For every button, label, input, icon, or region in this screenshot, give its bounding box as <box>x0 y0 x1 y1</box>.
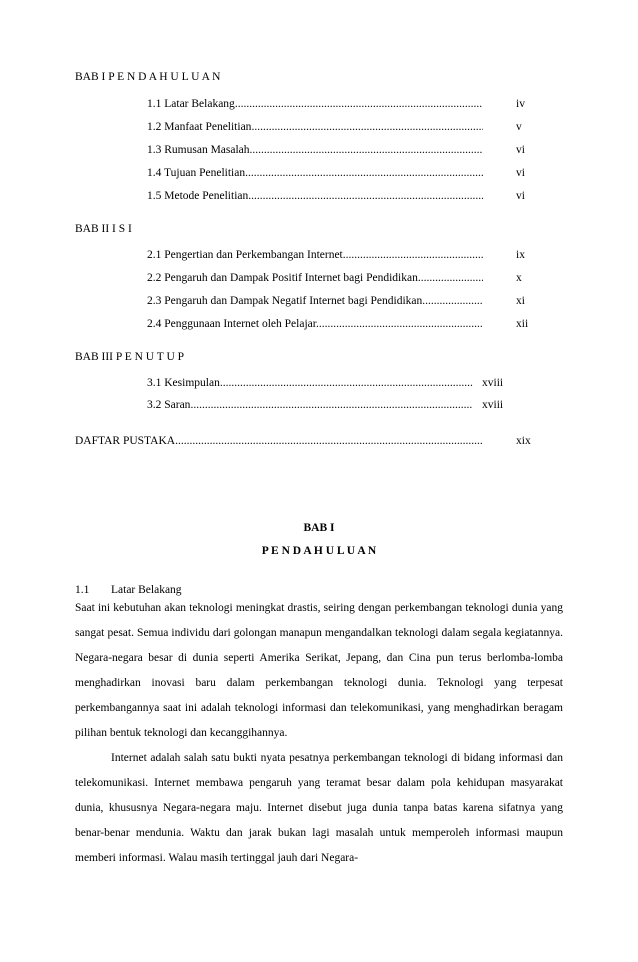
toc-entry-label: 1.3 Rumusan Masalah <box>147 144 250 156</box>
toc-chapter-3-heading: BAB III P E N U T U P <box>75 351 185 363</box>
toc-entry-2-2[interactable] <box>147 271 483 285</box>
chapter-number: BAB I <box>303 522 335 534</box>
toc-entry-label: 1.2 Manfaat Penelitian <box>147 121 252 133</box>
toc-entry-label: 2.2 Pengaruh dan Dampak Positif Internet bagi Pendidikan <box>147 272 418 284</box>
toc-page-number: xviii <box>482 399 504 411</box>
toc-chapter-1-heading: BAB I P E N D A H U L U A N <box>75 71 221 83</box>
section-body <box>75 596 563 871</box>
toc-page-number: xviii <box>482 377 504 389</box>
toc-page-number: vi <box>516 144 525 156</box>
toc-entry-label: 1.4 Tujuan Penelitian <box>147 167 246 179</box>
toc-entry-3-1[interactable] <box>147 376 473 390</box>
toc-page-number: xi <box>516 295 525 307</box>
section-number: 1.1 <box>75 584 90 596</box>
toc-entry-label: 2.1 Pengertian dan Perkembangan Internet <box>147 249 343 261</box>
toc-page-number: x <box>516 272 522 284</box>
toc-entry-bibliography[interactable] <box>75 434 483 448</box>
toc-entry-label: 1.1 Latar Belakang <box>147 98 235 110</box>
toc-entry-label: DAFTAR PUSTAKA <box>75 435 176 447</box>
toc-entry-label: 3.2 Saran <box>147 399 191 411</box>
toc-entry-1-4[interactable] <box>147 166 483 180</box>
toc-entry-label: 2.4 Penggunaan Internet oleh Pelajar <box>147 318 316 330</box>
paragraph-1: Saat ini kebutuhan akan teknologi meningkat drastis, seiring dengan perkembangan teknologi dunia yang sangat pesat. Semua individu dari golongan manapun mengandalkan teknologi dalam segala kegiatannya. Negara-negara besar di dunia seperti Amerika Serikat, Jepang, dan Cina pun terus berlomba-lomba menghadirkan inovasi baru dalam perkembangan teknologi dunia. Teknologi yang terpesat perkembangannya saat ini adalah teknologi informasi dan telekomunikasi, yang menghadirkan beragam pilihan bentuk teknologi dan kecanggihannya. <box>75 602 563 739</box>
toc-page-number: v <box>516 121 522 133</box>
toc-entry-1-3[interactable] <box>147 143 483 157</box>
paragraph-2: Internet adalah salah satu bukti nyata pesatnya perkembangan teknologi di bidang informasi dan telekomunikasi. Internet membawa pengaruh yang teramat besar dalam pola kehidupan masyarakat dunia, khususnya Negara-negara maju. Internet disebut juga dunia tanpa batas karena sifatnya yang benar-benar mendunia. Waktu dan jarak bukan lagi masalah untuk memperoleh informasi maupun memberi informasi. Walau masih tertinggal jauh dari Negara- <box>75 752 563 864</box>
toc-page-number: ix <box>516 249 525 261</box>
toc-entry-3-2[interactable] <box>147 398 473 412</box>
toc-entry-1-2[interactable] <box>147 120 483 134</box>
toc-page-number: xix <box>516 435 531 447</box>
toc-page-number: iv <box>516 98 525 110</box>
toc-chapter-2-heading: BAB II I S I <box>75 223 132 235</box>
toc-page-number: xii <box>516 318 529 330</box>
toc-entry-2-4[interactable] <box>147 317 483 331</box>
toc-page-number: vi <box>516 167 525 179</box>
toc-entry-2-3[interactable] <box>147 294 483 308</box>
toc-entry-1-1[interactable] <box>147 97 483 111</box>
toc-entry-label: 2.3 Pengaruh dan Dampak Negatif Internet bagi Pendidikan <box>147 295 423 307</box>
toc-entry-label: 3.1 Kesimpulan <box>147 377 220 389</box>
toc-entry-2-1[interactable] <box>147 248 483 262</box>
toc-entry-label: 1.5 Metode Penelitian <box>147 190 249 202</box>
toc-page-number: vi <box>516 190 525 202</box>
chapter-title: P E N D A H U L U A N <box>261 545 377 557</box>
section-title: Latar Belakang <box>111 584 182 596</box>
toc-entry-1-5[interactable] <box>147 189 483 203</box>
